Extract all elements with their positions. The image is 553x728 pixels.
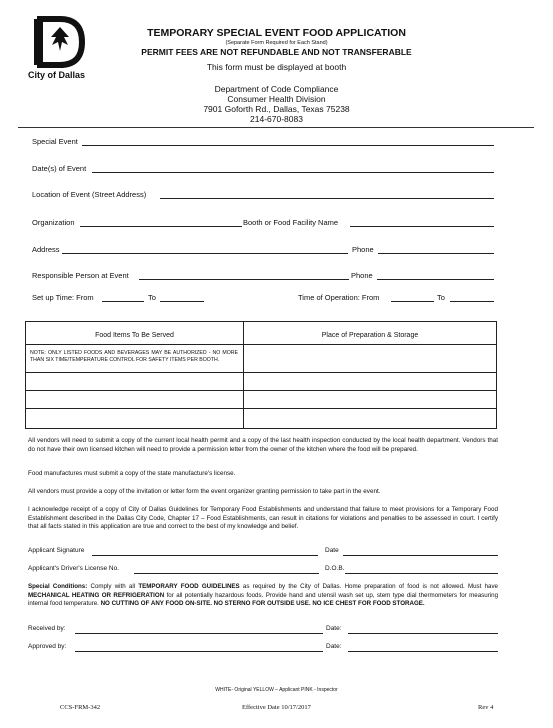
form-subtitle: (Separate Form Required for Each Stand)	[225, 40, 328, 46]
booth-name-label: Booth or Food Facility Name	[243, 218, 339, 227]
food-items-header: Food Items To Be Served	[95, 332, 174, 339]
copy-distribution: WHITE- Original YELLOW – Applicant PINK - Inspector	[215, 687, 338, 693]
received-date-label: Date:	[326, 625, 342, 632]
approved-by-label: Approved by:	[28, 643, 67, 650]
header-divider	[18, 127, 534, 128]
conditions-text: as required by the City of Dallas. Home preparation of food is not allowed. Must have	[239, 583, 499, 590]
approved-date-field[interactable]	[348, 651, 498, 652]
responsible-person-label: Responsible Person at Event	[32, 271, 129, 280]
signature-date-field[interactable]	[343, 555, 498, 556]
event-dates-field[interactable]	[92, 172, 494, 173]
fee-notice: PERMIT FEES ARE NOT REFUNDABLE AND NOT TRANSFERABLE	[141, 47, 412, 57]
received-by-label: Received by:	[28, 625, 66, 632]
department-address: 7901 Goforth Rd., Dallas, Texas 75238	[203, 104, 350, 114]
revision: Rev 4	[478, 704, 494, 711]
setup-from-field[interactable]	[102, 301, 144, 302]
approved-date-label: Date:	[326, 643, 342, 650]
table-row-divider	[26, 372, 496, 373]
table-note: NOTE: ONLY LISTED FOODS AND BEVERAGES MAY BE AUTHORIZED - NO MORE THAN SIX TIME/TEMPERATURE CONTROL FOR SAFETY ITEMS PER BOOTH.	[30, 350, 238, 363]
setup-to-label: To	[148, 293, 156, 302]
phone-field[interactable]	[378, 253, 494, 254]
manufacturer-paragraph: Food manufactures must submit a copy of the state manufacture's license.	[28, 470, 236, 477]
dob-field[interactable]	[345, 573, 498, 574]
signature-date-label: Date	[325, 547, 339, 554]
operation-from-field[interactable]	[391, 301, 434, 302]
conditions-emphasis: NO CUTTING OF ANY FOOD ON-SITE. NO STERNO FOR OUTSIDE USE. NO ICE CHEST FOR FOOD STORAGE.	[100, 600, 425, 608]
health-permit-paragraph: All vendors will need to submit a copy of the current local health permit and a copy of the last health inspection conducted by the local health department. Vendors that do not have their own licensed kitchen will need to provide a permission letter from the owner of the kitchen where the food will be prepared.	[28, 437, 498, 453]
logo-text: City of Dallas	[28, 70, 86, 80]
event-location-label: Location of Event (Street Address)	[32, 190, 147, 199]
special-event-label: Special Event	[32, 137, 78, 146]
approved-by-field[interactable]	[75, 651, 323, 652]
address-field[interactable]	[62, 253, 348, 254]
form-number: CCS-FRM-342	[60, 704, 101, 711]
received-date-field[interactable]	[348, 633, 498, 634]
phone-label: Phone	[352, 245, 374, 254]
booth-name-field[interactable]	[350, 226, 494, 227]
drivers-license-label: Applicant's Driver's License No.	[28, 565, 119, 572]
division-name: Consumer Health Division	[227, 94, 326, 104]
acknowledgement-paragraph: I acknowledge receipt of a copy of City of Dallas Guidelines for Temporary Food Establishments and understand that failure to meet provisions for a Temporary Food Establishment described in the Dallas City Code, Chapter 17 – Food Establishments, can result in citations for violations and penalties to be assessed in court. I certify that all facts stated in this application are true and correct to the best of my knowledge and belief.	[28, 506, 498, 531]
table-row-divider	[26, 408, 496, 409]
dob-label: D.O.B.	[325, 565, 345, 572]
table-row-divider	[26, 390, 496, 391]
responsible-phone-field[interactable]	[377, 279, 494, 280]
food-items-table	[25, 321, 497, 429]
conditions-text: Comply with all	[87, 583, 139, 590]
conditions-text: for all potentially hazardous foods. Provide hand and utensil wash set up, stem type dial thermometers for measuring internal food temperature.	[28, 591, 499, 608]
event-dates-label: Date(s) of Event	[32, 164, 87, 173]
form-title: TEMPORARY SPECIAL EVENT FOOD APPLICATION	[147, 27, 406, 39]
special-conditions-label: Special Conditions:	[28, 583, 88, 590]
special-event-field[interactable]	[82, 145, 494, 146]
applicant-signature-label: Applicant Signature	[28, 547, 85, 554]
organization-label: Organization	[32, 218, 75, 227]
effective-date: Effective Date 10/17/2017	[242, 704, 311, 711]
drivers-license-field[interactable]	[134, 573, 319, 574]
table-header-divider	[26, 344, 496, 345]
operation-from-label: Time of Operation: From	[298, 293, 380, 302]
department-name: Department of Code Compliance	[214, 84, 339, 94]
setup-to-field[interactable]	[160, 301, 204, 302]
preparation-header: Place of Preparation & Storage	[321, 332, 419, 339]
organization-field[interactable]	[80, 226, 242, 227]
department-phone: 214-670-8083	[250, 114, 303, 124]
special-conditions	[28, 583, 498, 609]
operation-to-label: To	[437, 293, 445, 302]
operation-to-field[interactable]	[450, 301, 494, 302]
received-by-field[interactable]	[75, 633, 323, 634]
conditions-emphasis: TEMPORARY FOOD GUIDELINES	[138, 583, 240, 590]
event-location-field[interactable]	[160, 198, 494, 199]
invitation-paragraph: All vendors must provide a copy of the invitation or letter form the event organizer granting permission to take part in the event.	[28, 488, 381, 495]
conditions-emphasis: MECHANICAL HEATING OR REFRIGERATION	[28, 591, 165, 599]
responsible-person-field[interactable]	[139, 279, 349, 280]
setup-from-label: Set up Time: From	[32, 293, 94, 302]
applicant-signature-field[interactable]	[92, 555, 318, 556]
table-column-divider	[243, 322, 244, 428]
address-label: Address	[32, 245, 60, 254]
display-notice: This form must be displayed at booth	[206, 62, 347, 72]
responsible-phone-label: Phone	[351, 271, 373, 280]
